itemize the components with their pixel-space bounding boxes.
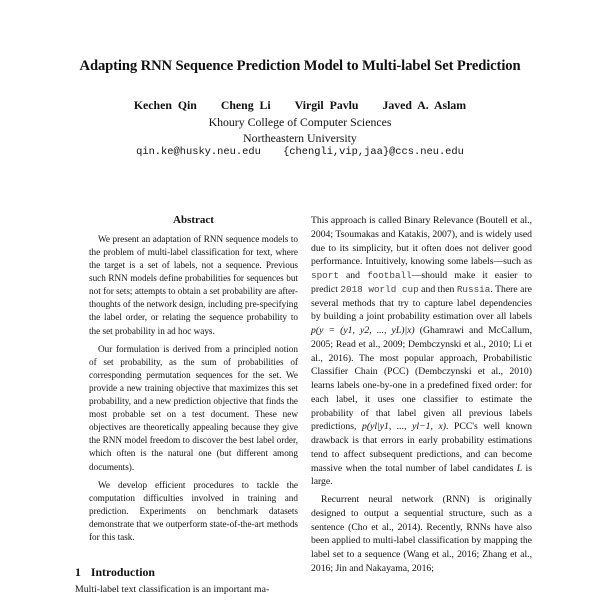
email-address: {chengli,vip,jaa}@ccs.neu.edu bbox=[283, 146, 464, 158]
author-name: Javed A. Aslam bbox=[382, 98, 467, 112]
author-emails bbox=[0, 146, 600, 158]
formula-joint-probability: p(y = (y1, y2, ..., yL)|x) bbox=[311, 325, 415, 336]
body-text: and bbox=[345, 270, 360, 281]
body-text: (Ghamrawi and McCallum, 2005; Read et al., 2009; Dembczynski et al., 2010; Li et al., 2016). The most popular approach, Probabilistic Classifier Chain (PCC) (Dembczynski et al., 2010) learns labels one-by-one in a predefined fixed order: for each label, it uses one classifier to estimate the probability of that label given all previous labels predictions, bbox=[311, 325, 532, 433]
label-example-world-cup: 2018 world cup bbox=[340, 283, 419, 295]
abstract-block bbox=[89, 214, 298, 549]
author-name: Virgil Pavlu bbox=[294, 98, 359, 112]
body-text-right-column bbox=[311, 214, 532, 580]
author-list bbox=[0, 98, 600, 113]
label-example-sport: sport bbox=[311, 270, 339, 281]
body-text: is large. bbox=[311, 462, 532, 488]
affiliation-university: Northeastern University bbox=[243, 131, 357, 145]
body-text: and then bbox=[421, 283, 455, 295]
abstract-paragraph: We present an adaptation of RNN sequence models to the problem of multi-label classification for text, where the target is a set of labels, not a sequence. Previous such RNN models define probabilities for sequences but not for sets; attempts to obtain a set probability are after-thoughts of the network design, including pre-specifying the label order, or relating the sequence probability to the set probability in ad hoc ways. bbox=[89, 233, 298, 336]
abstract-paragraph: Our formulation is derived from a principled notion of set probability, as the sum of probabilities of corresponding permutation sequences for the set. We provide a new training objective that maximizes this set probability, and a new prediction objective that finds the most probable set on a test document. These new objectives are theoretically appealing because they give the RNN model freedom to discover the best label order, which often is the natural one (but different among documents). bbox=[89, 343, 298, 472]
author-name: Kechen Qin bbox=[133, 98, 197, 112]
abstract-heading: Abstract bbox=[173, 214, 214, 226]
author-name: Cheng Li bbox=[220, 98, 271, 112]
introduction-first-line: Multi-label text classification is an important ma- bbox=[75, 584, 270, 595]
paper-title: Adapting RNN Sequence Prediction Model to Multi-label Set Prediction bbox=[79, 58, 521, 74]
body-text: . There are several methods that try to capture label dependencies by building a joint probability estimation over all labels bbox=[311, 283, 532, 323]
body-paragraph: Recurrent neural network (RNN) is originally designed to output a sequential structure, such as a sentence (Cho et al., 2014). Recently, RNNs have also been applied to multi-label classification by mapping the label set to a sequence (Wang et al., 2016; Zhang et al., 2016; Jin and Nakayama, 2016; bbox=[311, 494, 532, 574]
abstract-paragraph: We develop efficient procedures to tackle the computation difficulties involved in training and prediction. Experiments on benchmark datasets demonstrate that we outperform state-of-the-art methods for this task. bbox=[89, 479, 298, 542]
label-example-football: football bbox=[367, 270, 412, 281]
affiliation-college: Khoury College of Computer Sciences bbox=[208, 115, 392, 129]
label-example-russia: Russia bbox=[456, 283, 491, 295]
body-text: . PCC's well known drawback is that errors in early probability estimations tend to affect subsequent predictions, and can become massive when the total number of label candidates bbox=[311, 421, 532, 474]
body-text: This approach is called Binary Relevance (Boutell et al., 2004; Tsoumakas and Katakis, 2007), and is widely used due to its simplicity, but it often does not deliver good performance. Intuitively, knowing some labels—such as bbox=[311, 215, 532, 268]
formula-label-count: L bbox=[516, 462, 523, 474]
email-address: qin.ke@husky.neu.edu bbox=[136, 146, 261, 158]
body-paragraph bbox=[311, 214, 532, 489]
section-number: 1 bbox=[75, 565, 81, 579]
section-title: Introduction bbox=[90, 565, 155, 579]
section-heading-introduction bbox=[75, 565, 155, 580]
formula-pcc: p(yl|y1, ..., yl−1, x) bbox=[362, 421, 447, 433]
body-text: —should make it easier to predict bbox=[311, 270, 533, 295]
